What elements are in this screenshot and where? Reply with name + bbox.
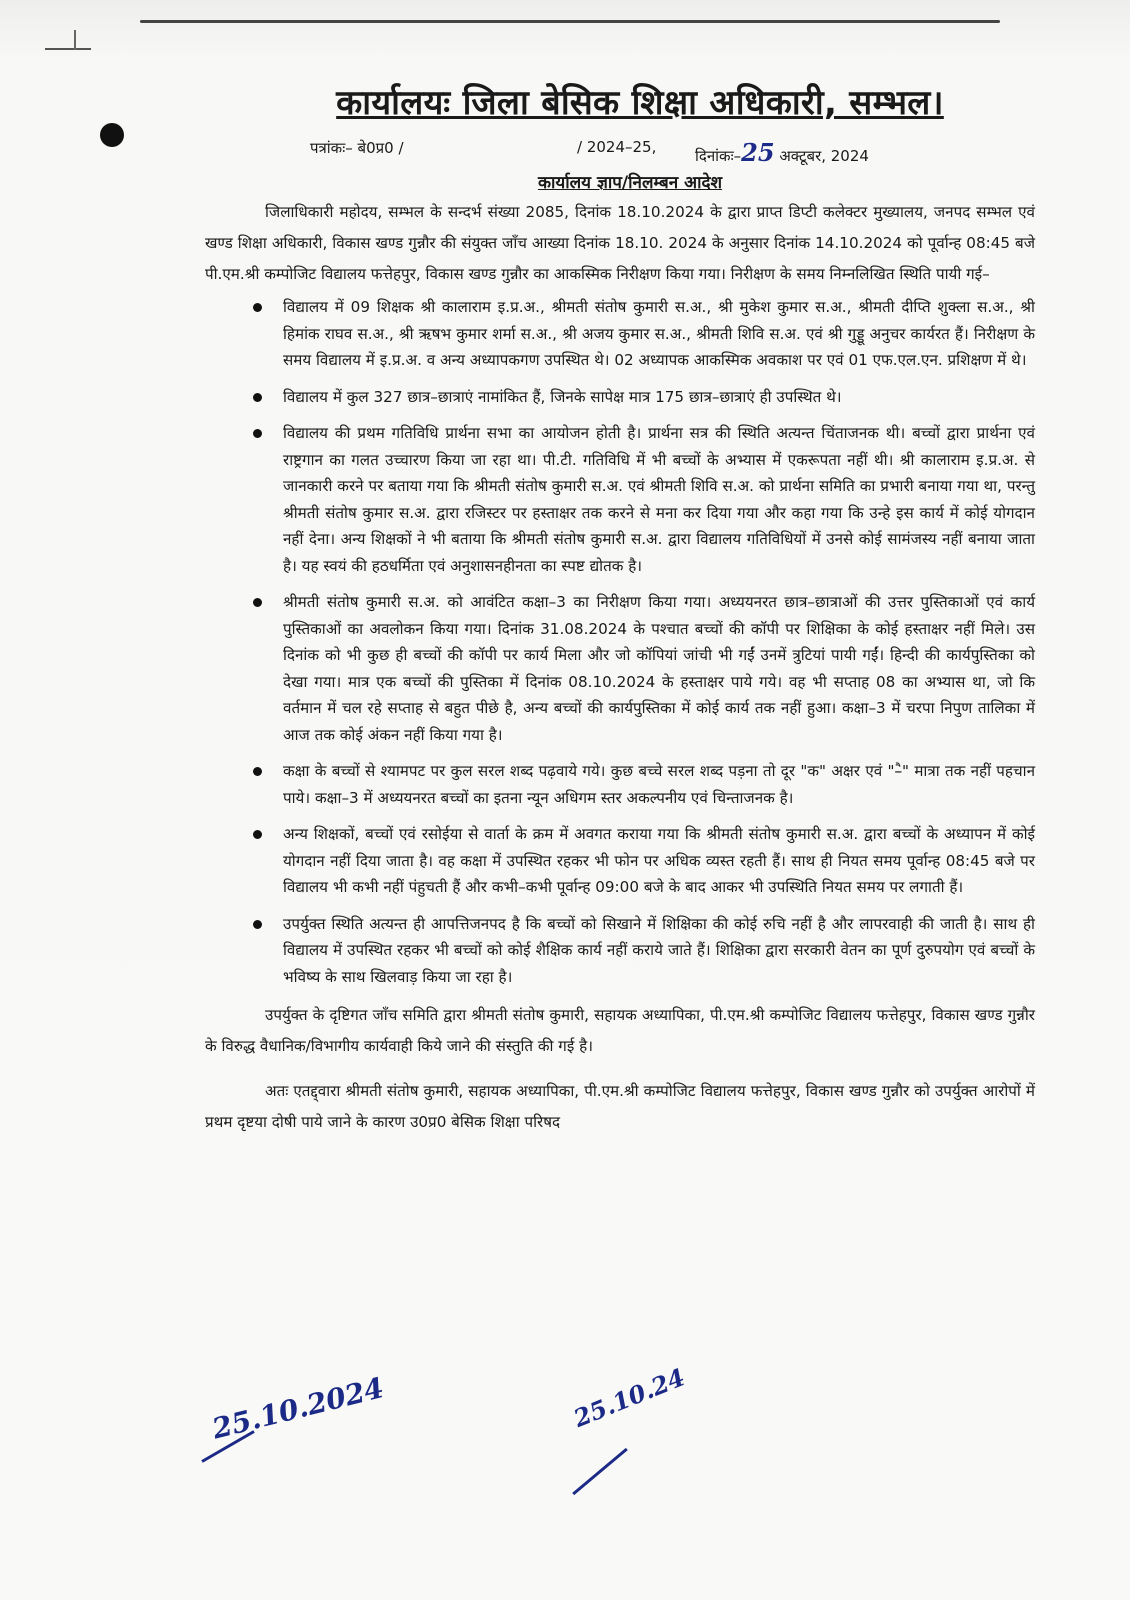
date-rest: अक्टूबर, 2024 xyxy=(779,147,869,165)
margin-mark-vertical xyxy=(74,30,76,50)
date-label: दिनांकः– xyxy=(695,147,742,165)
finding-item: विद्यालय में 09 शिक्षक श्री कालाराम इ.प्र.अ., श्रीमती संतोष कुमारी स.अ., श्री मुकेश कुमार स.अ., श्रीमती दीप्ति शुक्ला स.अ., श्री हिमांक राघव स.अ., श्री ऋषभ कुमार शर्मा स.अ., श्री अजय कुमार स.अ., श्रीमती शिवि स.अ. एवं श्री गुड्डू अनुचर कार्यरत हैं। निरीक्षण के समय विद्यालय में इ.प्र.अ. व अन्य अध्यापकगण उपस्थित थे। 02 अध्यापक आकस्मिक अवकाश पर एवं 01 एफ.एल.एन. प्रशिक्षण में थे। xyxy=(205,294,1035,374)
memo-subtitle: कार्यालय ज्ञाप/निलम्बन आदेश xyxy=(537,173,723,193)
ref-date xyxy=(695,138,869,167)
bullet-icon xyxy=(253,598,262,607)
ref-number: पत्रांकः– बे0प्र0 / xyxy=(310,139,404,157)
signature-left: 25.10.2024 xyxy=(209,1371,388,1446)
margin-mark xyxy=(45,48,91,50)
intro-paragraph: जिलाधिकारी महोदय, सम्भल के सन्दर्भ संख्या 2085, दिनांक 18.10.2024 के द्वारा प्राप्त डिप्टी कलेक्टर मुख्यालय, जनपद सम्भल एवं खण्ड शिक्षा अधिकारी, विकास खण्ड गुन्नौर की संयुक्त जाँच आख्या दिनांक 18.10. 2024 के अनुसार दिनांक 14.10.2024 को पूर्वान्ह 08:45 बजे पी.एम.श्री कम्पोजिट विद्यालय फत्तेहपुर, विकास खण्ड गुन्नौर का आकस्मिक निरीक्षण किया गया। निरीक्षण के समय निम्नलिखित स्थिति पायी गई– xyxy=(205,203,1035,283)
document-body xyxy=(205,78,1035,1138)
finding-item: विद्यालय में कुल 327 छात्र–छात्राएं नामांकित हैं, जिनके सापेक्ष मात्र 175 छात्र–छात्राएं ही उपस्थित थे। xyxy=(205,384,1035,411)
bullet-icon xyxy=(253,429,262,438)
ref-year: / 2024–25, xyxy=(577,138,657,156)
finding-item: अन्य शिक्षकों, बच्चों एवं रसोईया से वार्ता के क्रम में अवगत कराया गया कि श्रीमती संतोष कुमारी स.अ. द्वारा बच्चों के अध्यापन में कोई योगदान नहीं दिया जाता है। वह कक्षा में उपस्थित रहकर भी फोन पर अधिक व्यस्त रहती हैं। साथ ही नियत समय पूर्वान्ह 08:45 बजे पर विद्यालय भी कभी नहीं पंहुचती हैं और कभी–कभी पूर्वान्ह 09:00 बजे के बाद आकर भी उपस्थिति नियत समय पर लगाती हैं। xyxy=(205,821,1035,901)
finding-item: उपर्युक्त स्थिति अत्यन्त ही आपत्तिजनपद है कि बच्चों को सिखाने में शिक्षिका की कोई रुचि नहीं है और लापरवाही की जाती है। साथ ही विद्यालय में उपस्थित रहकर भी बच्चों को कोई शैक्षिक कार्य नहीं कराये जाते हैं। शिक्षिका द्वारा सरकारी वेतन का पूर्ण दुरुपयोग एवं बच्चों के भविष्य के साथ खिलवाड़ किया जा रहा है। xyxy=(205,911,1035,991)
bullet-icon xyxy=(253,303,262,312)
order-paragraph: अतः एतद्द्वारा श्रीमती संतोष कुमारी, सहायक अध्यापिका, पी.एम.श्री कम्पोजिट विद्यालय फत्तेहपुर, विकास खण्ड गुन्नौर को उपर्युक्त आरोपों में प्रथम दृष्टया दोषी पाये जाने के कारण उ0प्र0 बेसिक शिक्षा परिषद xyxy=(205,1082,1035,1131)
findings-list xyxy=(205,294,1035,990)
finding-item: विद्यालय की प्रथम गतिविधि प्रार्थना सभा का आयोजन होती है। प्रार्थना सत्र की स्थिति अत्यन्त चिंताजनक थी। बच्चों द्वारा प्रार्थना एवं राष्ट्रगान का गलत उच्चारण किया जा रहा था। पी.टी. गतिविधि में भी बच्चों के अभ्यास में एकरूपता नहीं थी। श्री कालाराम इ.प्र.अ. से जानकारी करने पर बताया गया कि श्रीमती संतोष कुमारी स.अ. एवं श्रीमती शिवि स.अ. को प्रार्थना समिति का प्रभारी बनाया गया था, परन्तु श्रीमती संतोष कुमार स.अ. द्वारा रजिस्टर पर हस्ताक्षर तक करने से मना कर दिया गया और कहा गया कि उन्हे इस कार्य में कोई योगदान नहीं देना। अन्य शिक्षकों ने भी बताया कि श्रीमती संतोष कुमारी स.अ. द्वारा विद्यालय गतिविधियों में उनसे कोई सामंजस्य नहीं बनाया जाता है। यह स्वयं की हठधर्मिता एवं अनुशासनहीनता का स्पष्ट द्योतक है। xyxy=(205,420,1035,579)
office-heading: कार्यालयः जिला बेसिक शिक्षा अधिकारी, सम्भल। xyxy=(336,83,944,123)
finding-item: श्रीमती संतोष कुमारी स.अ. को आवंटित कक्षा–3 का निरीक्षण किया गया। अध्ययनरत छात्र–छात्राओं की उत्तर पुस्तिकाओं एवं कार्य पुस्तिकाओं का अवलोकन किया गया। दिनांक 31.08.2024 के पश्चात बच्चों की कॉपी पर शिक्षिका के कोई हस्ताक्षर नहीं मिले। उस दिनांक को भी कुछ ही बच्चों की कॉपी पर कार्य मिला और जो कॉपियां जांची भी गईं उनमें त्रुटियां पायी गईं। हिन्दी की कार्यपुस्तिका को देखा गया। मात्र एक बच्चों की पुस्तिका में दिनांक 08.10.2024 के हस्ताक्षर पाये गये। वह भी सप्ताह 08 का अभ्यास था, जो कि वर्तमान में चल रहे सप्ताह से बहुत पीछे है, अन्य बच्चों की कार्यपुस्तिका में कोई कार्य तक नहीं हुआ। कक्षा–3 में चरपा निपुण तालिका में आज तक कोई अंकन नहीं किया गया है। xyxy=(205,589,1035,748)
bullet-icon xyxy=(253,920,262,929)
date-day-handwritten: 25 xyxy=(741,138,775,167)
bullet-icon xyxy=(253,767,262,776)
recommendation-paragraph: उपर्युक्त के दृष्टिगत जाँच समिति द्वारा श्रीमती संतोष कुमारी, सहायक अध्यापिका, पी.एम.श्री कम्पोजिट विद्यालय फत्तेहपुर, विकास खण्ड गुन्नौर के विरुद्ध वैधानिक/विभागीय कार्यवाही किये जाने की संस्तुति की गई है। xyxy=(205,1006,1035,1055)
reference-line xyxy=(205,134,1035,167)
punch-hole xyxy=(100,123,124,147)
signature-right: 25.10.24 xyxy=(569,1362,689,1433)
finding-item: कक्षा के बच्चों से श्यामपट पर कुल सरल शब्द पढ़वाये गये। कुछ बच्चे सरल शब्द पड़ना तो दूर "क" अक्षर एवं "–ै" मात्रा तक नहीं पहचान पाये। कक्षा–3 में अध्ययनरत बच्चों का इतना न्यून अधिगम स्तर अकल्पनीय एवं चिन्ताजनक है। xyxy=(205,758,1035,811)
scan-edge-line xyxy=(140,20,1000,23)
bullet-icon xyxy=(253,393,262,402)
bullet-icon xyxy=(253,830,262,839)
